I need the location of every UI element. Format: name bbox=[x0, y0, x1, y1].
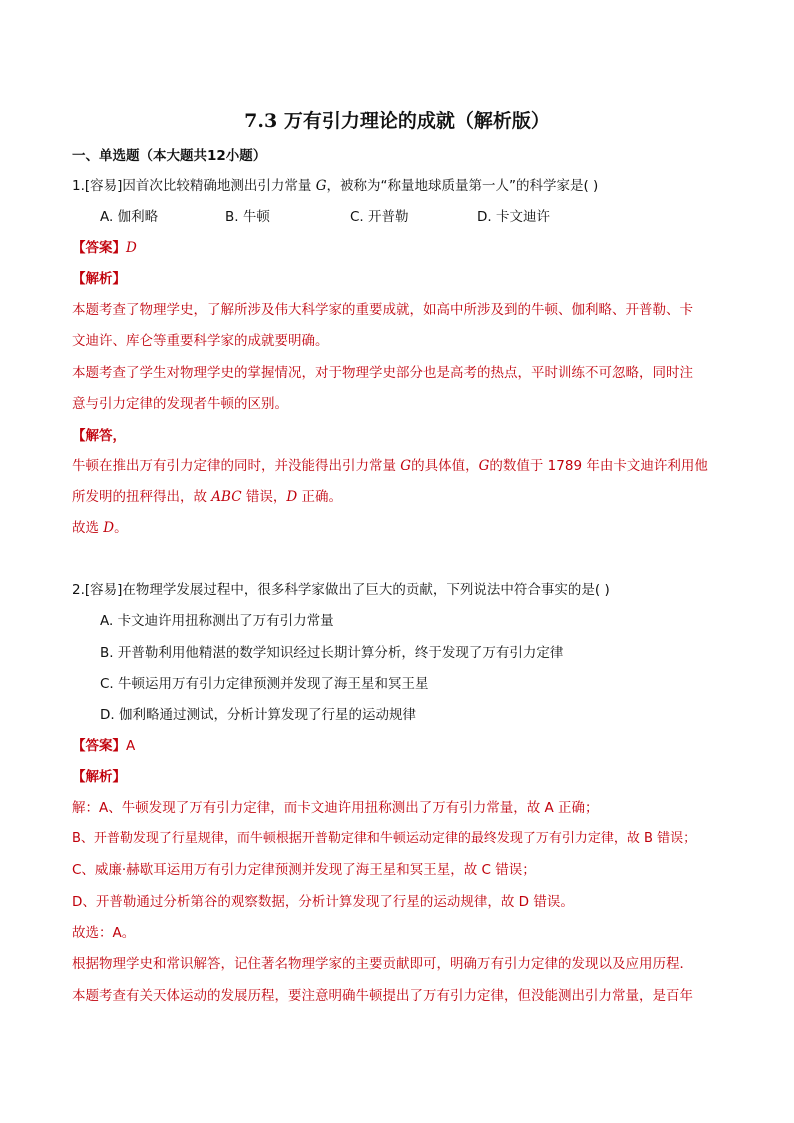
q1-analysis-line: 本题考查了物理学史，了解所涉及伟大科学家的重要成就，如高中所涉及到的牛顿、伽利略、开普勒、卡 bbox=[72, 302, 693, 318]
question-2-stem: 2.[容易]在物理学发展过程中，很多科学家做出了巨大的贡献，下列说法中符合事实的是( ) bbox=[72, 582, 610, 598]
q1-analysis-line: 本题考查了学生对物理学史的掌握情况，对于物理学史部分也是高考的热点，平时训练不可忽略，同时注 bbox=[72, 365, 693, 381]
q2-analysis-line: 解：A、牛顿发现了万有引力定律，而卡文迪许用扭称测出了万有引力常量，故 A 正确； bbox=[72, 800, 599, 816]
q2-answer bbox=[72, 736, 135, 756]
sol-text: 的数值于 1789 年由卡文迪许利用他 bbox=[489, 458, 708, 474]
q1-solution-line bbox=[72, 487, 342, 507]
answer-value: D bbox=[126, 240, 137, 256]
q1-stem-part: ，被称为“称量地球质量第一人”的科学家是( ) bbox=[326, 178, 599, 194]
q1-stem-part: 1.[容易]因首次比较精确地测出引力常量 bbox=[72, 178, 316, 194]
sol-symbol: D bbox=[286, 489, 298, 505]
q2-analysis-line: 本题考查有关天体运动的发展历程，要注意明确牛顿提出了万有引力定律，但没能测出引力常量，是百年 bbox=[72, 988, 693, 1004]
q1-analysis-line: 文迪许、库仑等重要科学家的成就要明确。 bbox=[72, 333, 329, 349]
sol-text: 。 bbox=[114, 520, 128, 536]
q2-option-c: C. 牛顿运用万有引力定律预测并发现了海王星和冥王星 bbox=[100, 676, 429, 692]
q1-analysis-line: 意与引力定律的发现者牛顿的区别。 bbox=[72, 396, 288, 412]
q2-option-a: A. 卡文迪许用扭称测出了万有引力常量 bbox=[100, 613, 334, 629]
sol-symbol: G bbox=[400, 458, 412, 474]
page-title: 7.3 万有引力理论的成就（解析版） bbox=[244, 110, 550, 132]
sol-symbol: D bbox=[103, 520, 115, 536]
sol-text: 的具体值， bbox=[411, 458, 479, 474]
q1-option-a: A. 伽利略 bbox=[100, 209, 159, 225]
q2-analysis-line: 故选：A。 bbox=[72, 925, 136, 941]
q1-option-b: B. 牛顿 bbox=[225, 209, 270, 225]
q2-analysis-line: C、威廉·赫歇耳运用万有引力定律预测并发现了海王星和冥王星，故 C 错误； bbox=[72, 862, 536, 878]
q1-option-d: D. 卡文迪许 bbox=[477, 209, 550, 225]
q1-answer bbox=[72, 238, 137, 258]
q2-analysis-label: 【解析】 bbox=[72, 769, 126, 785]
sol-text: 正确。 bbox=[297, 489, 342, 505]
q2-analysis-line: B、开普勒发现了行星规律，而牛顿根据开普勒定律和牛顿运动定律的最终发现了万有引力定律，故 B 错误； bbox=[72, 831, 697, 846]
sol-text: 所发明的扭秤得出，故 bbox=[72, 489, 212, 505]
q1-choose-line bbox=[72, 518, 128, 538]
q1-stem-symbol: G bbox=[315, 178, 327, 194]
q1-solution-line bbox=[72, 456, 708, 476]
sol-text: 故选 bbox=[72, 520, 104, 536]
q2-option-d: D. 伽利略通过测试，分析计算发现了行星的运动规律 bbox=[100, 707, 416, 723]
question-1-stem bbox=[72, 176, 598, 196]
sol-symbol: G bbox=[478, 458, 490, 474]
q2-analysis-line: 根据物理学史和常识解答，记住著名物理学家的主要贡献即可，明确万有引力定律的发现以及应用历程． bbox=[72, 956, 693, 972]
q2-analysis-line: D、开普勒通过分析第谷的观察数据，分析计算发现了行星的运动规律，故 D 错误。 bbox=[72, 894, 574, 910]
q1-option-c: C. 开普勒 bbox=[350, 209, 409, 225]
answer-label: 【答案】 bbox=[72, 240, 126, 256]
sol-symbol: ABC bbox=[211, 489, 242, 505]
q1-analysis-label: 【解析】 bbox=[72, 271, 126, 287]
sol-text: 错误， bbox=[241, 489, 287, 505]
section-heading: 一、单选题（本大题共12小题） bbox=[72, 148, 267, 164]
sol-text: 牛顿在推出万有引力定律的同时，并没能得出引力常量 bbox=[72, 458, 401, 474]
q1-solution-label: 【解答， bbox=[72, 428, 126, 444]
answer-label: 【答案】 bbox=[72, 738, 126, 754]
q2-option-b: B. 开普勒利用他精湛的数学知识经过长期计算分析，终于发现了万有引力定律 bbox=[100, 645, 564, 661]
answer-value: A bbox=[126, 738, 136, 754]
